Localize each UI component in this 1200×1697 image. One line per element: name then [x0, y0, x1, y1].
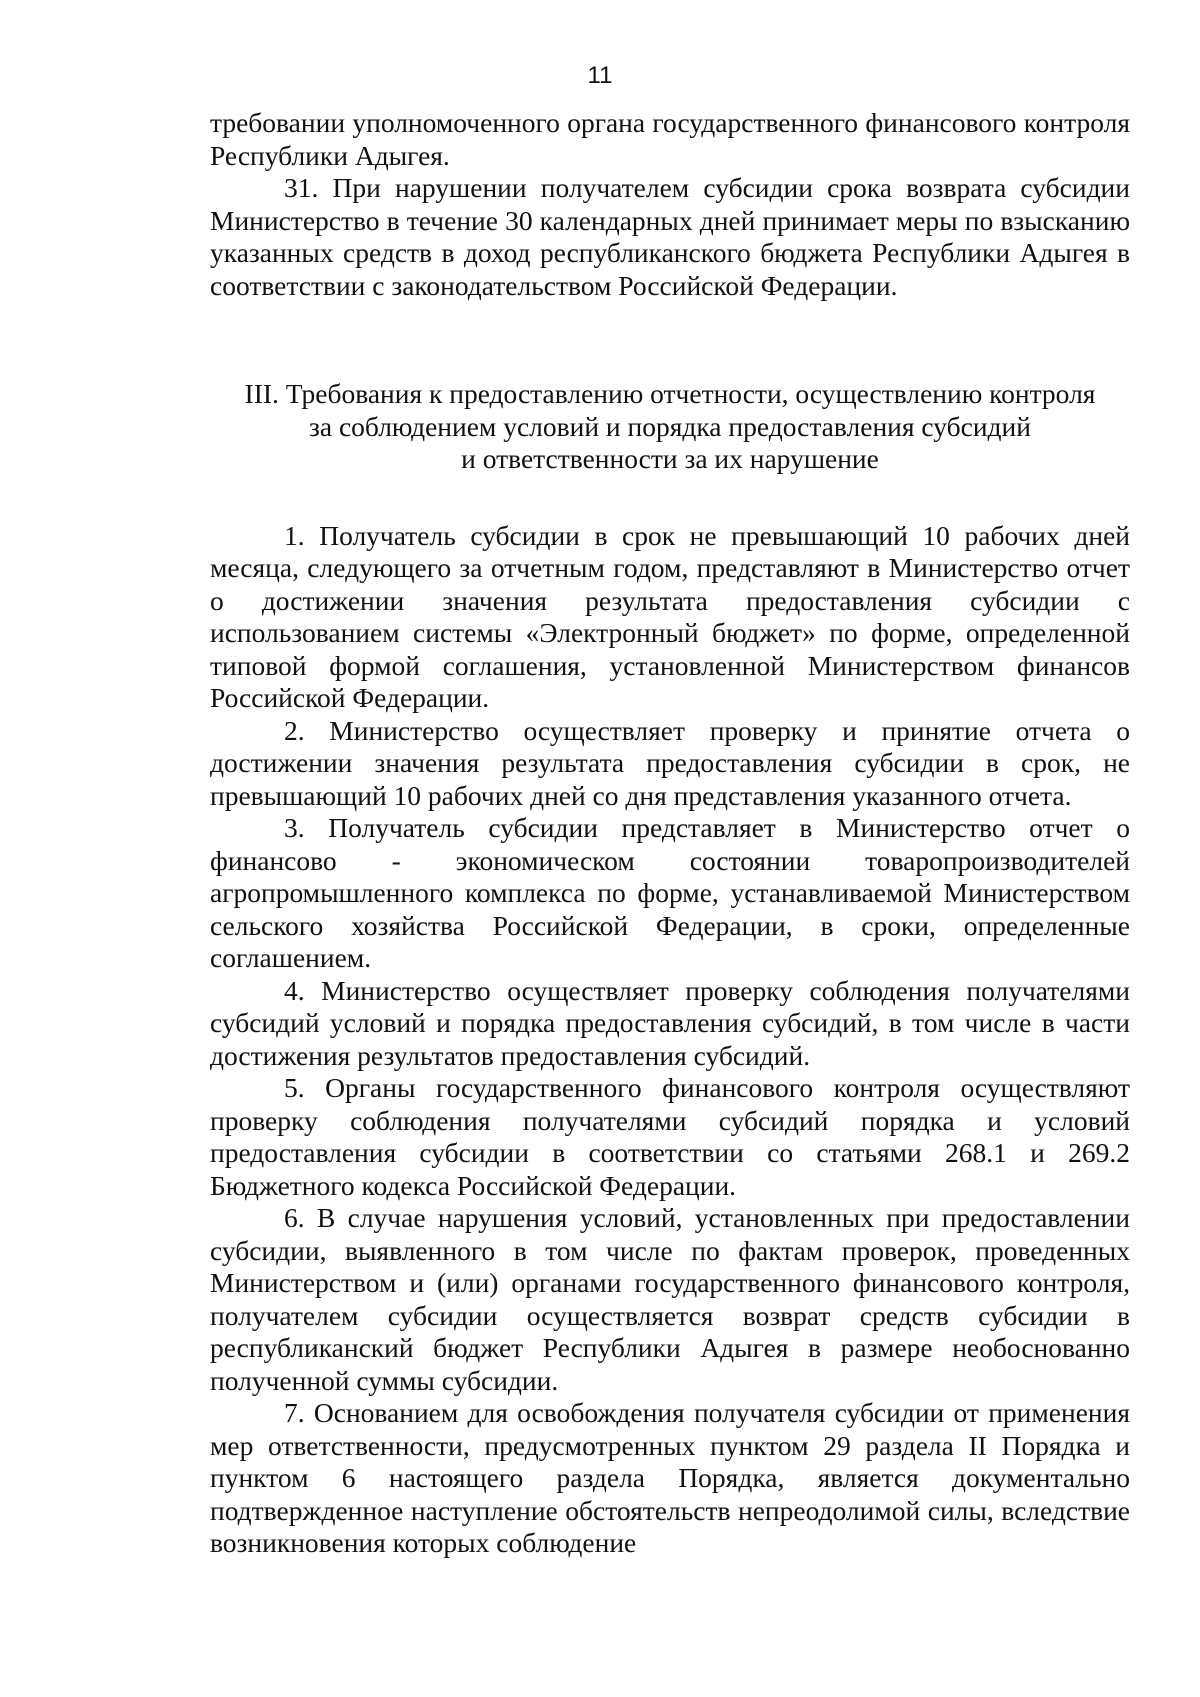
- paragraph: требовании уполномоченного органа государственного финансового контроля Республики Адыгея.: [210, 107, 1130, 171]
- section-heading-line: и ответственности за их нарушение: [461, 443, 879, 474]
- paragraph-7: 7. Основанием для освобождения получателя субсидии от применения мер ответственности, предусмотренных пунктом 29 раздела II Порядка и пунктом 6 настоящего раздела Порядка, является документально подтвержденное наступление обстоятельств непреодолимой силы, вследствие возникновения которых соблюдение: [210, 1397, 1130, 1558]
- section-heading-line: за соблюдением условий и порядка предоставления субсидий: [309, 410, 1031, 442]
- section-heading: [210, 378, 1130, 476]
- paragraph-5: 5. Органы государственного финансового контроля осуществляют проверку соблюдения получателями субсидий порядка и условий предоставления субсидии в соответствии со статьями 268.1 и 269.2 Бюджетного кодекса Российской Федерации.: [210, 1072, 1130, 1201]
- paragraph-3: 3. Получатель субсидии представляет в Министерство отчет о финансово - экономическом состоянии товаропроизводителей агропромышленного комплекса по форме, устанавливаемой Министерством сельского хозяйства Российской Федерации, в сроки, определенные соглашением.: [210, 812, 1130, 973]
- paragraph-1: 1. Получатель субсидии в срок не превышающий 10 рабочих дней месяца, следующего за отчетным годом, представляют в Министерство отчет о достижении значения результата предоставления субсидии с использованием системы «Электронный бюджет» по форме, определенной типовой формой соглашения, установленной Министерством финансов Российской Федерации.: [210, 519, 1130, 713]
- paragraph-31: 31. При нарушении получателем субсидии срока возврата субсидии Министерство в течение 30 календарных дней принимает меры по взысканию указанных средств в доход республиканского бюджета Республики Адыгея в соответствии с законодательством Российской Федерации.: [210, 172, 1130, 301]
- document-body: [210, 107, 1130, 1560]
- paragraph-4: 4. Министерство осуществляет проверку соблюдения получателями субсидий условий и порядка предоставления субсидий, в том числе в части достижения результатов предоставления субсидий.: [210, 974, 1130, 1071]
- page-number: 11: [587, 62, 613, 89]
- section-heading-line: III. Требования к предоставлению отчетности, осуществлению контроля: [244, 378, 1096, 409]
- paragraph-2: 2. Министерство осуществляет проверку и принятие отчета о достижении значения результата предоставления субсидии в срок, не превышающий 10 рабочих дней со дня представления указанного отчета.: [210, 714, 1130, 811]
- paragraph-6: 6. В случае нарушения условий, установленных при предоставлении субсидии, выявленного в том числе по фактам проверок, проведенных Министерством и (или) органами государственного финансового контроля, получателем субсидии осуществляется возврат средств субсидии в республиканский бюджет Республики Адыгея в размере необоснованно полученной суммы субсидии.: [210, 1202, 1130, 1396]
